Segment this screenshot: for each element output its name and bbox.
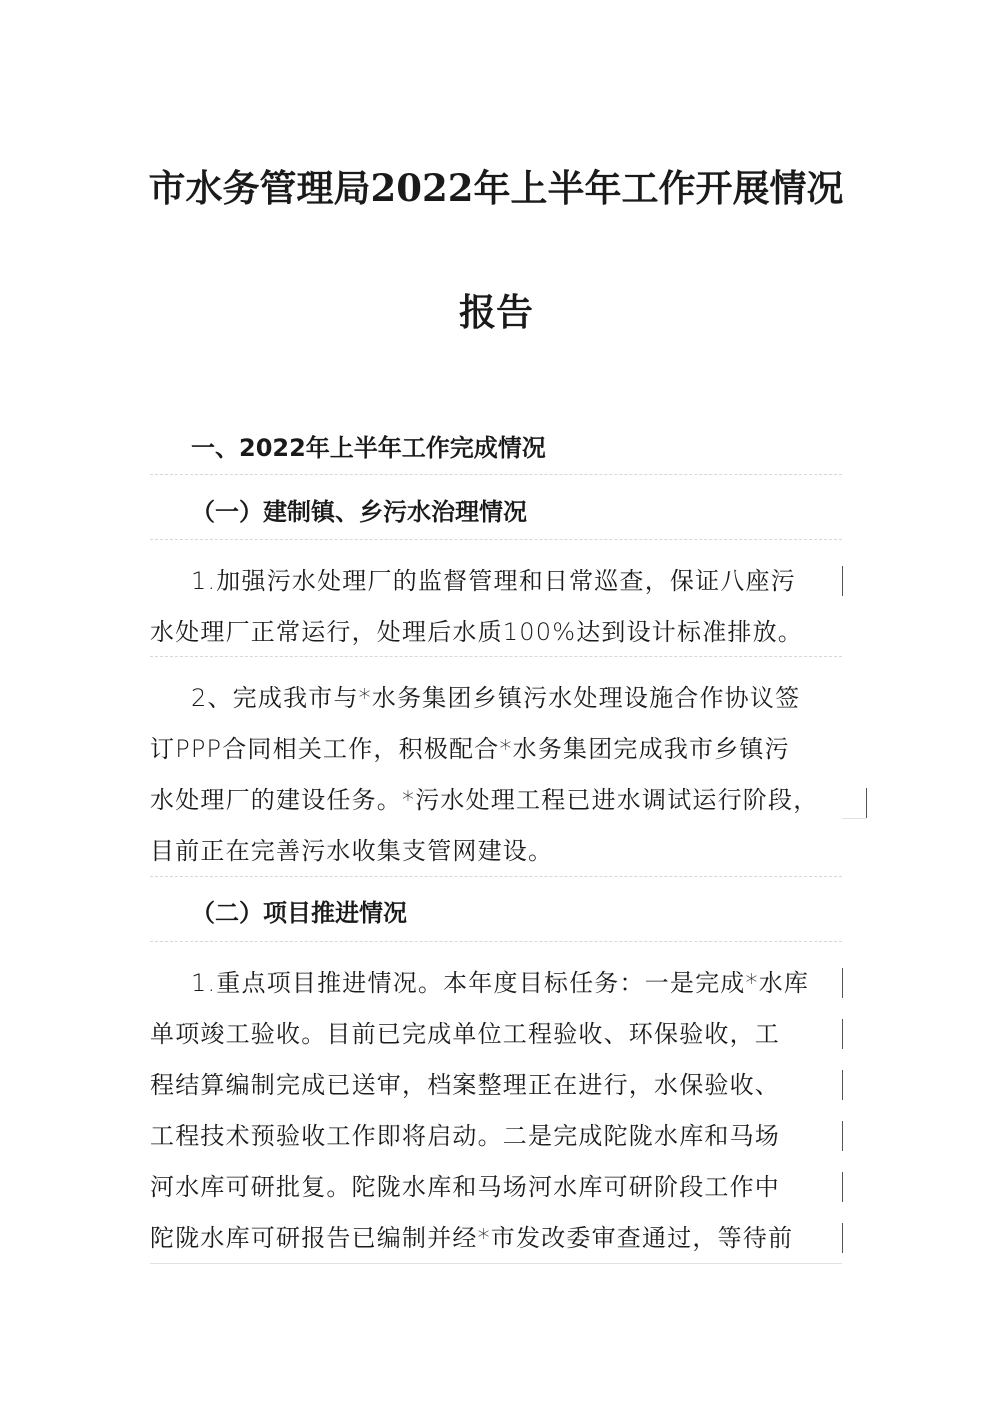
paragraph-3-line-1: 1.重点项目推进情况。本年度目标任务：一是完成*水库 (191, 969, 810, 997)
paragraph-3-line-2: 单项竣工验收。目前已完成单位工程验收、环保验收，工 (150, 1020, 780, 1048)
divider (150, 941, 842, 942)
paragraph-2-line-3: 水处理厂的建设任务。*污水处理工程已进水调试运行阶段， (150, 786, 819, 814)
text-cursor-mark (842, 566, 843, 596)
section-heading-1: 一、2022年上半年工作完成情况 (191, 434, 546, 462)
paragraph-2-line-4: 目前正在完善污水收集支管网建设。 (150, 837, 554, 865)
paragraph-3-line-3: 程结算编制完成已送审，档案整理正在进行，水保验收、 (150, 1071, 780, 1099)
text-cursor-mark (842, 1223, 843, 1253)
text-cursor-mark (842, 1121, 843, 1151)
text-cursor-mark (866, 788, 867, 818)
subsection-heading-2: （二）项目推进情况 (191, 899, 407, 927)
paragraph-3-line-5: 河水库可研批复。陀陇水库和马场河水库可研阶段工作中 (150, 1173, 780, 1201)
text-cursor-mark (842, 1172, 843, 1202)
paragraph-3-line-6: 陀陇水库可研报告已编制并经*市发改委审查通过，等待前 (150, 1224, 794, 1252)
divider (150, 876, 842, 877)
divider (150, 539, 842, 540)
paragraph-2-line-2: 订PPP合同相关工作，积极配合*水务集团完成我市乡镇污 (150, 735, 790, 763)
paragraph-2-line-1: 2、完成我市与*水务集团乡镇污水处理设施合作协议签 (191, 684, 801, 712)
subsection-heading-1: （一）建制镇、乡污水治理情况 (191, 498, 527, 526)
divider (150, 1263, 842, 1264)
text-cursor-mark (842, 1070, 843, 1100)
text-cursor-mark (842, 968, 843, 998)
document-title-line-1: 市水务管理局2022年上半年工作开展情况 (148, 166, 844, 210)
paragraph-3-line-4: 工程技术预验收工作即将启动。二是完成陀陇水库和马场 (150, 1122, 780, 1150)
divider (150, 474, 842, 475)
document-title-line-2: 报告 (459, 290, 533, 334)
text-cursor-mark (842, 1019, 843, 1049)
paragraph-1-line-2: 水处理厂正常运行，处理后水质100%达到设计标准排放。 (150, 618, 804, 646)
divider (150, 656, 842, 657)
underline-mark (842, 818, 866, 819)
paragraph-1-line-1: 1.加强污水处理厂的监督管理和日常巡查，保证八座污 (191, 567, 796, 595)
